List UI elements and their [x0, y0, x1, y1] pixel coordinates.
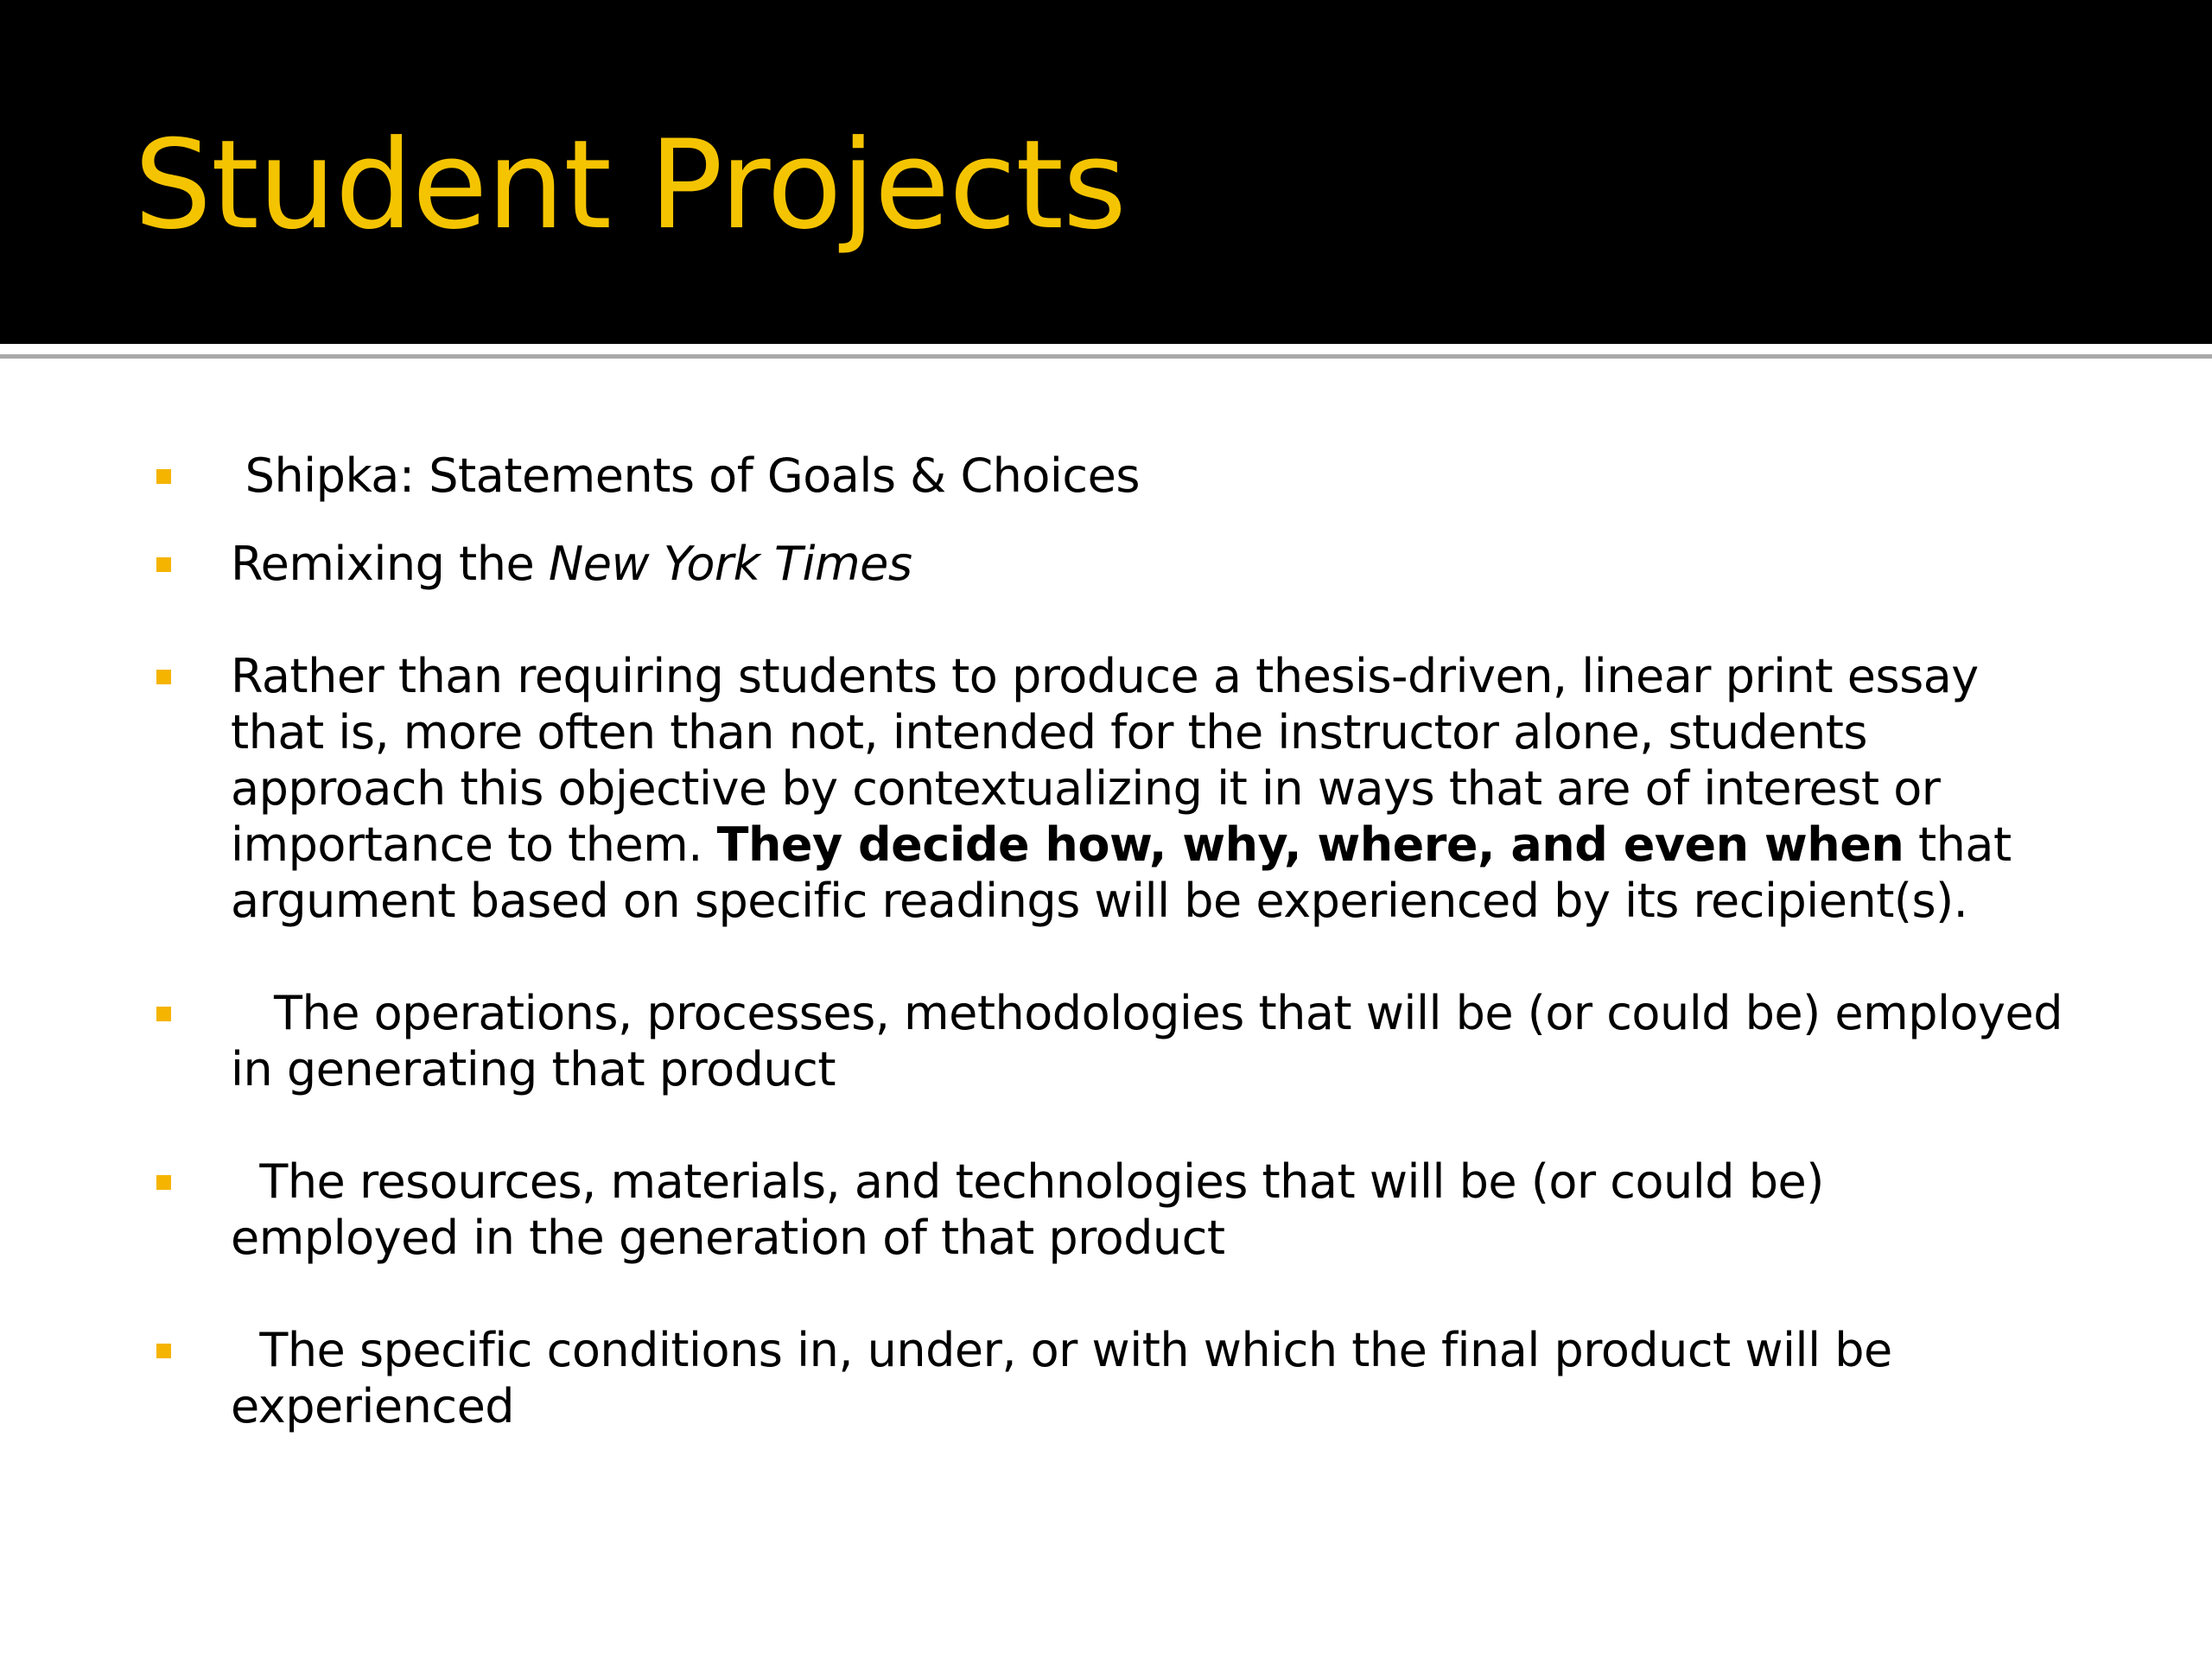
- bullet-text-after: that argument based on specific readings will be experienced by its recipient(s).: [231, 817, 2026, 928]
- square-bullet-icon: [156, 670, 171, 684]
- square-bullet-icon: [156, 469, 171, 484]
- slide-title: Student Projects: [134, 114, 1126, 257]
- bullet-text: The resources, materials, and technologies that will be (or could be) employed in the generation of that product: [231, 1154, 1839, 1265]
- bullet-text-before: Rather than requiring students to produce a thesis-driven, linear print essay that is, more often than not, intended for the instructor alone, students approach this objective by contextualizing it in ways that are of interest or importance to them.: [231, 649, 1993, 872]
- bullet-text-prefix: Remixing the: [231, 537, 549, 591]
- bullet-text: Shipka: Statements of Goals & Choices: [231, 448, 1140, 503]
- square-bullet-icon: [156, 1344, 171, 1358]
- bullet-text-bold: They decide how, why, where, and even when: [716, 817, 1904, 872]
- bullet-item-shipka: [231, 448, 2063, 504]
- square-bullet-icon: [156, 557, 171, 572]
- bullet-item-conditions: [231, 1322, 2063, 1434]
- bullet-text-italic-title: New York Times: [548, 537, 912, 591]
- bullet-item-rather-than: [231, 648, 2063, 929]
- bullet-text: The operations, processes, methodologies that will be (or could be) employed in generating that product: [231, 986, 2077, 1096]
- square-bullet-icon: [156, 1007, 171, 1021]
- square-bullet-icon: [156, 1175, 171, 1190]
- bullet-item-operations: [231, 985, 2077, 1097]
- bullet-text: The specific conditions in, under, or with which the final product will be experienced: [231, 1323, 1907, 1433]
- bullet-item-resources: [231, 1154, 2063, 1266]
- bullet-item-remixing: [231, 536, 2063, 592]
